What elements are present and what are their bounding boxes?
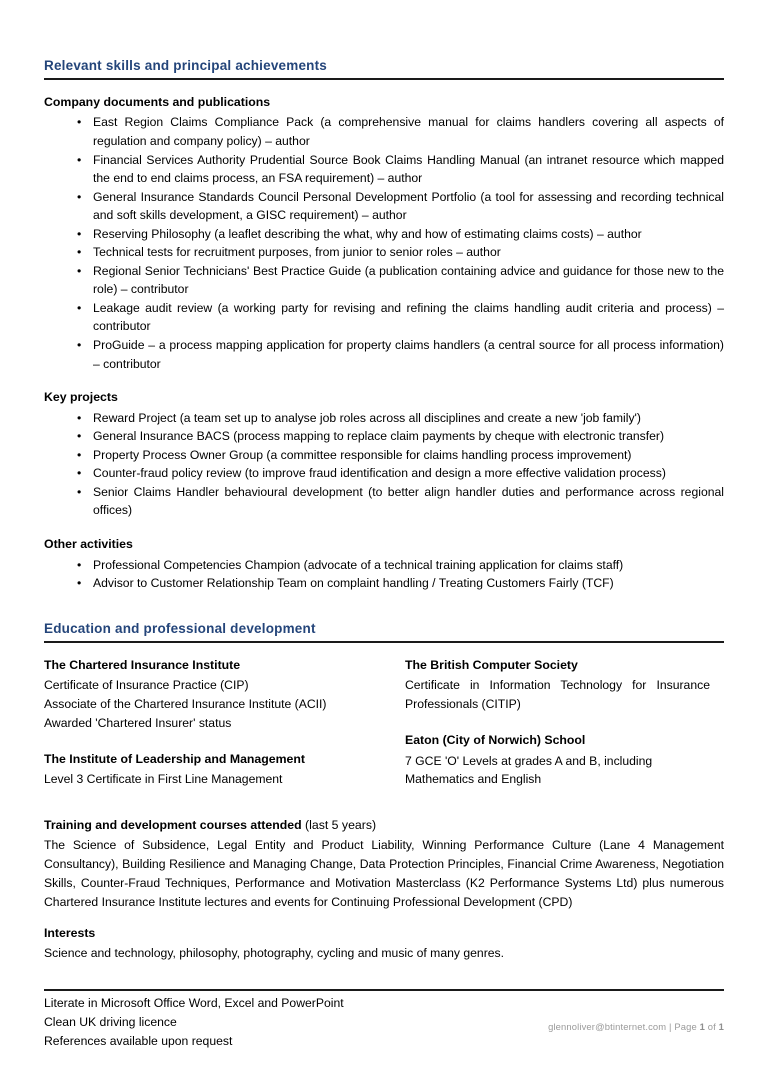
- group-interests: [44, 925, 724, 964]
- education-columns: [44, 657, 724, 807]
- bullet-icon: •: [77, 410, 82, 425]
- subheading-training-note: (last 5 years): [301, 817, 377, 832]
- group-key-projects: [44, 389, 724, 520]
- closing-line: Clean UK driving licence: [44, 1015, 177, 1030]
- section-heading-relevant-skills: Relevant skills and principal achievements: [44, 58, 328, 73]
- bullet-icon: •: [77, 576, 82, 591]
- education-entry-eaton: [405, 732, 710, 789]
- institution-detail: Certificate of Insurance Practice (CIP): [44, 678, 249, 693]
- education-entry-cii: [44, 657, 394, 733]
- closing-line: Literate in Microsoft Office Word, Excel and PowerPoint: [44, 996, 344, 1011]
- institution-detail: 7 GCE 'O' Levels at grades A and B, including Mathematics and English: [405, 753, 653, 787]
- list-item: [44, 574, 724, 593]
- list-item: [44, 483, 724, 520]
- list-item: [44, 225, 724, 244]
- list-item: [44, 151, 724, 188]
- footer-page-label: Page: [674, 1021, 700, 1032]
- bullet-icon: •: [77, 484, 82, 499]
- list-item-text: Reserving Philosophy (a leaflet describing the what, why and how of estimating claims costs) – author: [93, 226, 642, 241]
- list-item: [44, 299, 724, 336]
- bullet-icon: •: [77, 245, 82, 260]
- bullet-icon: •: [77, 263, 82, 278]
- institution-title: Eaton (City of Norwich) School: [405, 732, 586, 747]
- group-training: [44, 817, 724, 912]
- institution-title: The Chartered Insurance Institute: [44, 657, 241, 672]
- institution-detail: Awarded 'Chartered Insurer' status: [44, 715, 232, 730]
- footer-page-total: 1: [718, 1021, 724, 1032]
- section-rule-education: [44, 641, 724, 643]
- bullet-icon: •: [77, 152, 82, 167]
- list-item-text: Senior Claims Handler behavioural development (to better align handler duties and performance across regional offices): [93, 484, 724, 518]
- bullet-icon: •: [77, 115, 82, 130]
- list-item-text: Leakage audit review (a working party for revising and refining the claims handling audit criteria and process) – contributor: [93, 300, 724, 334]
- footer-separator: |: [666, 1021, 675, 1032]
- list-item-text: Counter-fraud policy review (to improve fraud identification and design a more effective validation process): [93, 466, 666, 481]
- education-entry-bcs: [405, 657, 710, 714]
- list-item-text: Advisor to Customer Relationship Team on complaint handling / Treating Customers Fairly (TCF): [93, 576, 614, 591]
- list-item-text: General Insurance Standards Council Personal Development Portfolio (a tool for assessing and recording technical and soft skills development, a GISC requirement) – author: [93, 189, 724, 223]
- list-item: [44, 464, 724, 483]
- list-item-text: Reward Project (a team set up to analyse job roles across all disciplines and create a new 'job family'): [93, 410, 641, 425]
- closing-spacer: [44, 976, 724, 994]
- list-item-text: Financial Services Authority Prudential Source Book Claims Handling Manual (an intranet resource which mapped the end to end claims process, an FSA requirement) – author: [93, 152, 724, 186]
- subheading-interests: Interests: [44, 925, 96, 940]
- list-item-text: Property Process Owner Group (a committee responsible for claims handling process improvement): [93, 447, 632, 462]
- list-item: [44, 262, 724, 299]
- training-body: The Science of Subsidence, Legal Entity and Product Liability, Winning Performance Culture (Lane 4 Management Consultancy), Building Resilience and Managing Change, Data Protection Principles, Financial Crime Awareness, Negotiation Skills, Counter-Fraud Techniques, Performance and Motivation Masterclass (K2 Performance Systems Ltd) plus numerous Chartered Insurance Institute lectures and events for Continuing Professional Development (CPD): [44, 838, 724, 909]
- bullet-icon: •: [77, 300, 82, 315]
- list-item-text: ProGuide – a process mapping application for property claims handlers (a central source for all process information) – contributor: [93, 338, 724, 371]
- group-other-activities: [44, 536, 724, 593]
- footer-page-of: of: [704, 1021, 719, 1032]
- list-item: [44, 243, 724, 262]
- footer-rule: [44, 989, 724, 991]
- bullet-list-company-documents: [44, 113, 724, 373]
- section-rule-relevant-skills: [44, 78, 724, 80]
- institution-detail: Level 3 Certificate in First Line Management: [44, 772, 283, 787]
- bullet-icon: •: [77, 557, 82, 572]
- list-item-text: General Insurance BACS (process mapping to replace claim payments by cheque with electronic transfer): [93, 429, 665, 444]
- subheading-other-activities: Other activities: [44, 537, 133, 551]
- group-company-documents: [44, 94, 724, 373]
- bullet-icon: •: [77, 226, 82, 241]
- list-item: [44, 446, 724, 465]
- list-item-text: East Region Claims Compliance Pack (a comprehensive manual for claims handlers covering all aspects of regulation and company policy) – author: [93, 115, 724, 149]
- list-item-text: Technical tests for recruitment purposes, from junior to senior roles – author: [93, 245, 501, 260]
- document-content: [44, 58, 724, 1051]
- bullet-icon: •: [77, 189, 82, 204]
- bullet-icon: •: [77, 466, 82, 481]
- closing-line: References available upon request: [44, 1034, 233, 1049]
- list-item-text: Professional Competencies Champion (advocate of a technical training application for claims staff): [93, 557, 624, 572]
- list-item: [44, 556, 724, 575]
- subheading-training-label: Training and development courses attended: [44, 817, 302, 832]
- section-heading-education: Education and professional development: [44, 620, 316, 636]
- list-item: [44, 409, 724, 428]
- list-item: [44, 113, 724, 150]
- subheading-training: [44, 817, 724, 834]
- bullet-icon: •: [77, 338, 82, 353]
- institution-title: The British Computer Society: [405, 657, 578, 672]
- institution-detail: Associate of the Chartered Insurance Institute (ACII): [44, 697, 327, 712]
- subheading-key-projects: Key projects: [44, 390, 118, 405]
- bullet-list-other-activities: [44, 556, 724, 593]
- bullet-list-key-projects: [44, 409, 724, 520]
- education-column-right: [405, 657, 710, 807]
- list-item-text: Regional Senior Technicians' Best Practice Guide (a publication containing advice and guidance for those new to the role) – contributor: [93, 263, 724, 297]
- education-entry-ilm: [44, 751, 394, 790]
- footer-page-current: 1: [699, 1021, 705, 1032]
- list-item: [44, 427, 724, 446]
- education-column-left: [44, 657, 394, 807]
- institution-title: The Institute of Leadership and Management: [44, 751, 305, 766]
- bullet-icon: •: [77, 447, 82, 462]
- footer-email: glennoliver@btinternet.com: [548, 1021, 667, 1032]
- institution-detail: Certificate in Information Technology for Insurance Professionals (CITIP): [405, 678, 710, 712]
- footer: [548, 1021, 724, 1032]
- list-item: [44, 336, 724, 373]
- subheading-company-documents: Company documents and publications: [44, 94, 271, 109]
- interests-body: Science and technology, philosophy, photography, cycling and music of many genres.: [44, 946, 505, 961]
- bullet-icon: •: [77, 429, 82, 444]
- list-item: [44, 188, 724, 225]
